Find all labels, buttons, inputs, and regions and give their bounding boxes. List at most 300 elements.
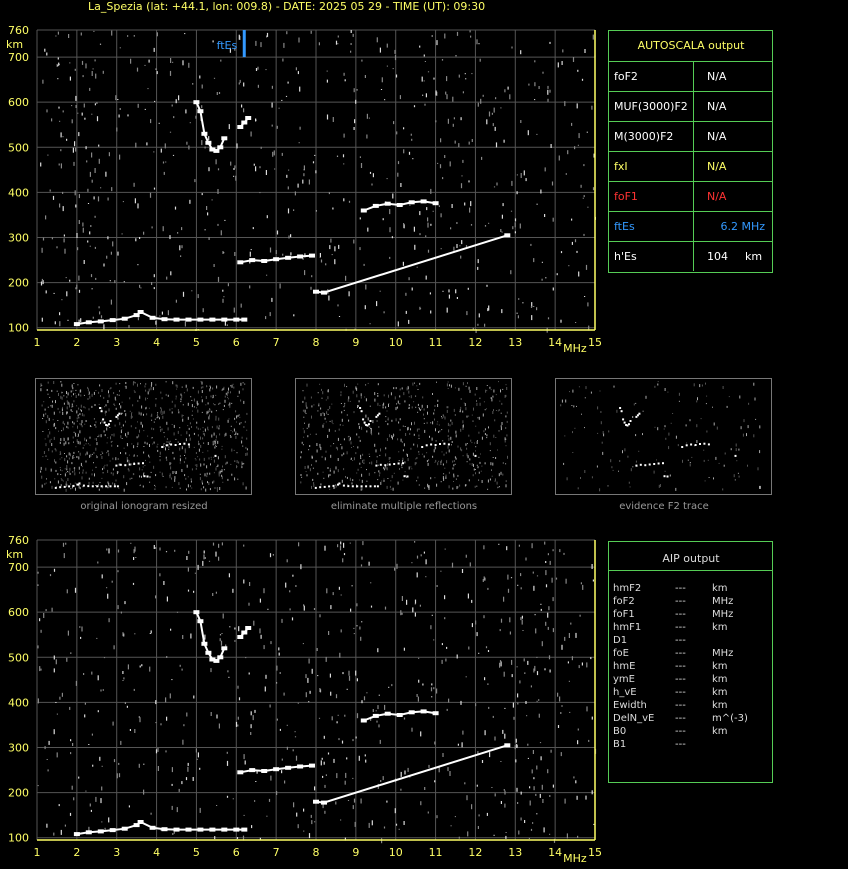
noise-dot [95, 168, 96, 173]
thumbnail-dot [632, 466, 633, 467]
thumbnail-dot [602, 452, 603, 455]
noise-dot [91, 153, 92, 158]
thumbnail-trace-point [118, 413, 120, 415]
thumbnail-dot [422, 405, 423, 408]
thumbnail-dot [705, 383, 706, 385]
thumbnail-dot [154, 422, 155, 423]
noise-dot [432, 615, 433, 616]
thumbnail-dot [450, 437, 451, 440]
thumbnail-dot [208, 442, 209, 445]
thumbnail-dot [350, 401, 351, 402]
thumbnail-dot [491, 398, 492, 401]
noise-dot [166, 656, 167, 658]
noise-dot [433, 687, 434, 689]
thumbnail-dot [481, 466, 482, 467]
noise-dot [402, 613, 403, 615]
thumbnail-dot [42, 456, 43, 457]
noise-dot [281, 770, 282, 773]
noise-dot [400, 183, 401, 187]
noise-dot [354, 633, 355, 634]
thumbnail-dot [465, 484, 466, 486]
thumbnail-dot [736, 444, 737, 447]
noise-dot [121, 612, 122, 614]
thumbnail-dot [474, 443, 475, 444]
thumbnail-dot [378, 470, 379, 472]
thumbnail-dot [501, 427, 502, 430]
noise-dot [234, 641, 235, 642]
thumbnail-dot [129, 397, 130, 399]
thumbnail-dot [351, 441, 352, 444]
thumbnail-dot [365, 384, 366, 385]
noise-dot [264, 645, 265, 649]
thumbnail-dot [380, 482, 381, 485]
thumbnail-dot [723, 386, 724, 389]
noise-dot [577, 103, 578, 108]
thumbnail-dot [619, 461, 620, 462]
noise-dot [483, 545, 484, 549]
noise-dot [117, 773, 118, 778]
thumbnail-dot [117, 445, 118, 447]
thumbnail-dot [119, 383, 120, 384]
thumbnail-dot [492, 411, 493, 414]
thumbnail-dot [321, 389, 322, 391]
thumbnail-dot [106, 404, 107, 406]
noise-dot [511, 47, 512, 49]
thumbnail-dot [383, 406, 384, 408]
thumbnail-dot [503, 462, 504, 464]
thumbnail-dot [220, 471, 221, 474]
thumbnail-dot [73, 383, 74, 384]
aip-param-value: --- [675, 661, 686, 672]
thumbnail-dot [393, 488, 394, 491]
thumbnail-dot [73, 455, 74, 456]
thumbnail-dot [350, 478, 351, 481]
thumbnail-dot [715, 457, 716, 460]
autoscala-row-separator [693, 182, 694, 211]
noise-dot [487, 813, 488, 816]
noise-dot [181, 781, 182, 784]
thumbnail-dot [125, 382, 126, 384]
thumbnail-dot [100, 422, 101, 424]
thumbnail-trace-point [120, 464, 122, 466]
noise-dot [255, 41, 256, 46]
noise-dot [314, 821, 315, 822]
noise-dot [163, 162, 164, 164]
noise-dot [117, 99, 118, 100]
thumbnail-dot [324, 413, 325, 416]
noise-dot [354, 119, 355, 123]
noise-dot [560, 712, 561, 714]
thumbnail-dot [377, 403, 378, 406]
noise-dot [157, 32, 158, 36]
thumbnail-dot [303, 410, 304, 412]
noise-dot [240, 80, 241, 83]
thumbnail-dot [66, 412, 67, 415]
thumbnail-dot [51, 443, 52, 446]
thumbnail-dot [389, 457, 390, 460]
noise-dot [66, 291, 67, 296]
noise-dot [217, 224, 218, 226]
thumbnail-dot [231, 426, 232, 427]
thumbnail-trace-point [686, 444, 688, 446]
thumbnail-dot [389, 434, 390, 437]
thumbnail-dot [100, 454, 101, 455]
noise-dot [404, 648, 405, 651]
noise-dot [216, 592, 217, 594]
thumbnail-dot [460, 447, 461, 450]
thumbnail-dot [237, 396, 238, 397]
thumbnail-dot [107, 400, 108, 403]
noise-dot [180, 256, 181, 257]
thumbnail-dot [411, 395, 412, 398]
thumbnail-dot [178, 431, 179, 434]
thumbnail-dot [446, 452, 447, 454]
thumbnail-dot [457, 486, 458, 488]
noise-dot [119, 773, 120, 777]
thumbnail-dot [438, 461, 439, 462]
noise-dot [537, 671, 538, 675]
noise-dot [188, 63, 189, 68]
thumbnail-dot [475, 450, 476, 451]
noise-dot [515, 759, 516, 762]
thumbnail-dot [724, 465, 725, 467]
noise-dot [338, 36, 339, 38]
noise-dot [353, 628, 354, 629]
thumbnail-dot [581, 414, 582, 415]
thumbnail-dot [51, 439, 52, 440]
thumbnail-dot [139, 413, 140, 415]
thumbnail-dot [311, 486, 312, 489]
x-tick-label: 12 [468, 846, 483, 859]
thumbnail-dot [73, 400, 74, 402]
thumbnail-trace-point [104, 422, 106, 424]
noise-dot [287, 747, 288, 750]
thumbnail-dot [41, 467, 42, 470]
thumbnail-dot [228, 420, 229, 423]
thumbnail-dot [92, 473, 93, 475]
thumbnail-dot [480, 403, 481, 406]
thumbnail-dot [118, 418, 119, 420]
noise-dot [370, 172, 371, 174]
noise-dot [442, 177, 443, 179]
noise-dot [81, 33, 82, 36]
noise-dot [172, 62, 173, 63]
thumbnail-dot [166, 459, 167, 461]
noise-dot [304, 169, 305, 170]
noise-dot [387, 66, 388, 67]
thumbnail-trace-point [735, 455, 737, 457]
noise-dot [182, 60, 183, 65]
thumbnail-dot [744, 419, 745, 422]
thumbnail-dot [115, 457, 116, 460]
noise-dot [109, 152, 110, 156]
thumbnail-dot [238, 415, 239, 417]
thumbnail-dot [312, 456, 313, 459]
thumbnail-dot [748, 403, 749, 405]
noise-dot [174, 832, 175, 834]
noise-dot [100, 44, 101, 45]
noise-dot [213, 40, 214, 42]
noise-dot [124, 281, 125, 282]
noise-dot [108, 198, 109, 201]
thumbnail-dot [597, 433, 598, 434]
trace-line [316, 235, 507, 292]
noise-dot [419, 46, 420, 48]
thumbnail-dot [76, 456, 77, 458]
thumbnail-dot [47, 389, 48, 391]
y-tick-label: 300 [8, 741, 29, 755]
thumbnail-dot [505, 428, 506, 429]
thumbnail-dot [507, 421, 508, 423]
thumbnail-dot [78, 486, 79, 488]
y-axis-label: km [6, 548, 24, 561]
thumbnail-dot [436, 440, 437, 441]
thumbnail-dot [731, 448, 732, 450]
noise-dot [383, 776, 384, 780]
noise-dot [295, 736, 296, 737]
thumbnail-dot [618, 471, 619, 472]
thumbnail-dot [344, 410, 345, 411]
thumbnail-dot [330, 446, 331, 447]
noise-dot [345, 276, 346, 281]
thumbnail-dot [60, 438, 61, 441]
thumbnail-dot [206, 396, 207, 399]
thumbnail-dot [166, 381, 167, 382]
thumbnail-dot [208, 429, 209, 430]
thumbnail-dot [407, 387, 408, 390]
thumbnail-dot [188, 476, 189, 477]
thumbnail-dot [74, 457, 75, 458]
noise-dot [277, 231, 278, 235]
thumbnail-trace-point [638, 413, 640, 415]
thumbnail-dot [238, 462, 239, 464]
noise-dot [525, 558, 526, 561]
noise-dot [571, 219, 572, 221]
thumbnail-dot [413, 444, 414, 446]
noise-dot [223, 614, 224, 619]
noise-dot [83, 228, 84, 233]
thumbnail-dot [191, 488, 192, 489]
thumbnail-dot [453, 468, 454, 470]
noise-dot [165, 162, 166, 163]
thumbnail-dot [312, 479, 313, 481]
noise-dot [418, 697, 419, 702]
noise-dot [557, 273, 558, 275]
thumbnail-dot [328, 389, 329, 392]
thumbnail-dot [107, 442, 108, 443]
noise-dot [530, 801, 531, 806]
thumbnail-dot [442, 440, 443, 441]
thumbnail-dot [235, 433, 236, 435]
thumbnail-dot [237, 460, 238, 463]
noise-dot [404, 718, 405, 720]
thumbnail-dot [302, 442, 303, 444]
noise-dot [255, 166, 256, 171]
thumbnail-dot [223, 409, 224, 410]
noise-dot [590, 657, 591, 659]
noise-dot [272, 152, 273, 157]
thumbnail-dot [191, 400, 192, 401]
thumbnail-dot [355, 452, 356, 454]
noise-dot [259, 628, 260, 633]
noise-dot [99, 306, 100, 308]
thumbnail-dot [106, 452, 107, 453]
noise-dot [249, 285, 250, 288]
noise-dot [198, 565, 199, 570]
noise-dot [140, 287, 141, 288]
thumbnail-dot [95, 390, 96, 391]
noise-dot [333, 117, 334, 122]
thumbnail-dot [408, 386, 409, 389]
thumbnail-dot [42, 405, 43, 407]
thumbnail-dot [83, 469, 84, 471]
thumbnail-dot [159, 417, 160, 419]
thumbnail-dot [344, 438, 345, 440]
thumbnail-dot [480, 454, 481, 455]
noise-dot [55, 36, 56, 37]
noise-dot [114, 645, 115, 649]
noise-dot [454, 117, 455, 119]
thumbnail-dot [643, 411, 644, 412]
noise-dot [59, 204, 60, 208]
noise-dot [45, 215, 46, 219]
noise-dot [303, 831, 304, 832]
thumbnail-dot [377, 420, 378, 422]
autoscala-param-value: N/A [707, 130, 727, 143]
thumbnail-dot [668, 433, 669, 436]
noise-dot [326, 588, 327, 593]
noise-dot [292, 617, 293, 620]
thumbnail-dot [759, 486, 760, 489]
noise-dot [317, 648, 318, 651]
noise-dot [57, 714, 58, 715]
aip-param-label: ymE [613, 674, 635, 685]
noise-dot [509, 94, 510, 99]
noise-dot [498, 544, 499, 545]
noise-dot [371, 606, 372, 608]
thumbnail-dot [149, 462, 150, 463]
thumbnail-dot [460, 409, 461, 412]
thumbnail-dot [69, 458, 70, 460]
thumbnail-dot [89, 396, 90, 399]
noise-dot [526, 715, 527, 716]
thumbnail-dot [46, 456, 47, 457]
thumbnail-dot [53, 381, 54, 384]
thumbnail-dot [65, 441, 66, 444]
noise-dot [381, 89, 382, 90]
thumbnail-dot [317, 450, 318, 453]
noise-dot [176, 99, 177, 103]
thumbnail-dot [426, 452, 427, 453]
thumbnail-dot [101, 434, 102, 437]
thumbnail-caption-original: original ionogram resized [80, 501, 208, 512]
noise-dot [351, 43, 352, 45]
thumbnail-dot [437, 421, 438, 422]
noise-dot [428, 765, 429, 768]
noise-dot [87, 189, 88, 192]
noise-dot [324, 762, 325, 765]
thumbnail-dot [108, 390, 109, 393]
noise-dot [496, 142, 497, 147]
thumbnail-trace-point [664, 475, 666, 477]
thumbnail-dot [398, 422, 399, 424]
aip-param-label: foE [613, 648, 629, 659]
thumbnail-dot [323, 478, 324, 479]
thumbnail-dot [384, 468, 385, 470]
thumbnail-caption-f2-trace: evidence F2 trace [619, 501, 709, 512]
thumbnail-dot [688, 460, 689, 461]
page-title: La_Spezia (lat: +44.1, lon: 009.8) - DATE: 2025 05 29 - TIME (UT): 09:30 [88, 0, 486, 13]
thumbnail-dot [636, 461, 637, 463]
thumbnail-dot [414, 434, 415, 436]
thumbnail-dot [172, 408, 173, 409]
thumbnail-dot [153, 428, 154, 430]
thumbnail-dot [175, 404, 176, 407]
noise-dot [64, 553, 65, 558]
noise-dot [259, 166, 260, 168]
noise-dot [73, 162, 74, 166]
thumbnail-dot [472, 463, 473, 466]
noise-dot [342, 741, 343, 744]
thumbnail-dot [75, 488, 76, 491]
noise-dot [389, 209, 390, 214]
thumbnail-dot [155, 474, 156, 476]
thumbnail-dot [209, 415, 210, 417]
noise-dot [362, 541, 363, 545]
noise-dot [360, 637, 361, 641]
noise-dot [273, 554, 274, 555]
noise-dot [411, 562, 412, 563]
thumbnail-dot [311, 416, 312, 419]
autoscala-param-label: M(3000)F2 [614, 130, 674, 143]
thumbnail-dot [89, 392, 90, 395]
thumbnail-dot [174, 458, 175, 460]
noise-dot [354, 88, 355, 92]
noise-dot [76, 233, 77, 238]
thumbnail-dot [708, 460, 709, 461]
thumbnail-dot [86, 472, 87, 474]
thumbnail-dot [48, 429, 49, 430]
thumbnail-dot [118, 459, 119, 460]
noise-dot [360, 157, 361, 158]
thumbnail-dot [217, 487, 218, 489]
thumbnail-dot [668, 446, 669, 449]
thumbnail-dot [243, 401, 244, 404]
noise-dot [542, 262, 543, 263]
thumbnail-dot [390, 486, 391, 488]
noise-dot [428, 71, 429, 72]
noise-dot [118, 605, 119, 609]
noise-dot [135, 198, 136, 203]
thumbnail-trace-point [407, 476, 409, 478]
noise-dot [135, 143, 136, 148]
noise-dot [548, 627, 549, 630]
noise-dot [517, 191, 518, 194]
thumbnail-dot [188, 484, 189, 487]
thumbnail-dot [493, 390, 494, 393]
autoscala-row [609, 181, 773, 211]
thumbnail-dot [217, 466, 218, 467]
noise-dot [92, 180, 93, 183]
thumbnail-dot [84, 445, 85, 446]
thumbnail-dot [140, 383, 141, 384]
thumbnail-trace-point [101, 410, 103, 412]
thumbnail-dot [369, 463, 370, 464]
thumbnail-dot [487, 489, 488, 490]
thumbnail-dot [417, 444, 418, 447]
noise-dot [479, 313, 480, 317]
thumbnail-dot [505, 395, 506, 397]
